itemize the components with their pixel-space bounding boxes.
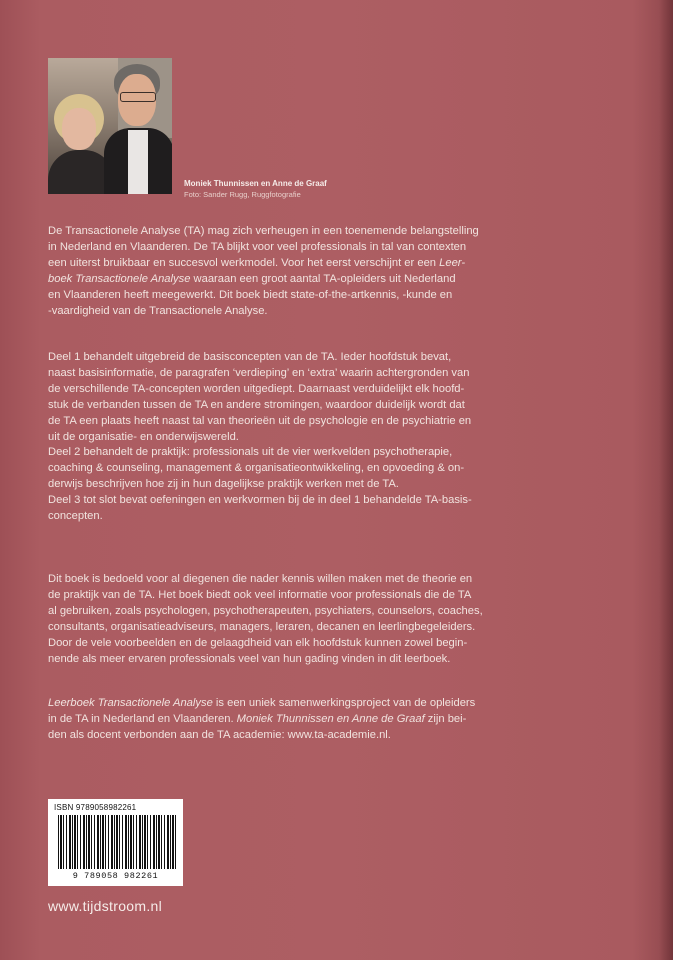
text-line: boek Transactionele Analyse waaraan een groot aantal TA-opleiders uit Nederland: [48, 272, 456, 285]
text-line: Door de vele voorbeelden en de gelaagdheid van elk hoofdstuk kunnen zowel begin-: [48, 636, 468, 649]
text-line: naast basisinformatie, de paragrafen ‘verdieping’ en ‘extra’ waarin achtergronden van: [48, 366, 470, 379]
text-line: en Vlaanderen heeft meegewerkt. Dit boek biedt state-of-the-artkennis, -kunde en: [48, 288, 453, 301]
text-line: Deel 2 behandelt de praktijk: professionals uit de vier werkvelden psychotherapie,: [48, 446, 453, 459]
text-line: Deel 3 tot slot bevat oefeningen en werkvormen bij de in deel 1 behandelde TA-basis-: [48, 494, 472, 507]
text-line: coaching & counseling, management & organisatieontwikkeling, en opvoeding & on-: [48, 462, 465, 475]
text-line: den als docent verbonden aan de TA academie: www.ta-academie.nl.: [48, 728, 391, 741]
barcode-digits: 9 789058 982261: [72, 871, 159, 881]
paragraph-project: [48, 696, 608, 744]
text-line: al gebruiken, zoals psychologen, psychotherapeuten, psychiaters, counselors, coaches,: [48, 604, 483, 617]
publisher-website: www.tijdstroom.nl: [48, 898, 163, 914]
photo-caption: [184, 178, 327, 200]
paragraph-parts: [48, 350, 608, 525]
photo-man-glasses: [120, 92, 156, 102]
text-line: Dit boek is bedoeld voor al diegenen die nader kennis willen maken met de theorie en: [48, 573, 473, 585]
isbn-barcode: [48, 799, 183, 886]
text-line: derwijs beschrijven hoe zij in hun dagelijkse praktijk werken met de TA.: [48, 478, 399, 491]
text-line: Deel 1 behandelt uitgebreid de basisconcepten van de TA. Ieder hoofdstuk bevat,: [48, 351, 452, 363]
text-line: de verschillende TA-concepten worden uitgediept. Daarnaast verduidelijkt elk hoofd-: [48, 382, 465, 395]
text-line: de TA een plaats heeft naast tal van theorieën uit de psychologie en de psychiatrie en: [48, 414, 472, 427]
text-line: nende als meer ervaren professionals veel van hun gading vinden in dit leerboek.: [48, 652, 451, 665]
photo-woman-face: [62, 108, 96, 150]
text-line: concepten.: [48, 510, 103, 523]
text-line: stuk de verbanden tussen de TA en andere stromingen, waardoor duidelijk wordt dat: [48, 398, 465, 411]
text-line: consultants, organisatieadviseurs, managers, leraren, decanen en leerlingbegeleiders.: [48, 620, 476, 633]
caption-authors: Moniek Thunnissen en Anne de Graaf: [184, 179, 327, 188]
text-line: -vaardigheid van de Transactionele Analyse.: [48, 304, 268, 317]
text-line: Leerboek Transactionele Analyse is een uniek samenwerkingsproject van de opleiders: [48, 697, 476, 709]
text-line: de praktijk van de TA. Het boek biedt ook veel informatie voor professionals die de TA: [48, 588, 472, 601]
isbn-label: ISBN 9789058982261: [54, 803, 137, 812]
barcode-bars: [58, 815, 176, 869]
paragraph-audience: [48, 572, 608, 667]
text-line: in Nederland en Vlaanderen. De TA blijkt voor veel professionals in tal van contexten: [48, 240, 467, 253]
text-line: uit de organisatie- en onderwijswereld.: [48, 430, 239, 443]
text-line: De Transactionele Analyse (TA) mag zich verheugen in een toenemende belangstelling: [48, 225, 479, 237]
text-line: in de TA in Nederland en Vlaanderen. Moniek Thunnissen en Anne de Graaf zijn bei-: [48, 712, 467, 725]
text-line: een uiterst bruikbaar en succesvol werkmodel. Voor het eerst verschijnt er een Leer-: [48, 256, 466, 269]
author-photo: [48, 58, 172, 194]
spine-edge: [659, 0, 673, 960]
photo-man-shirt: [128, 130, 148, 194]
caption-photo-credit: Foto: Sander Rugg, Ruggfotografie: [184, 190, 301, 199]
paragraph-intro: [48, 224, 608, 319]
